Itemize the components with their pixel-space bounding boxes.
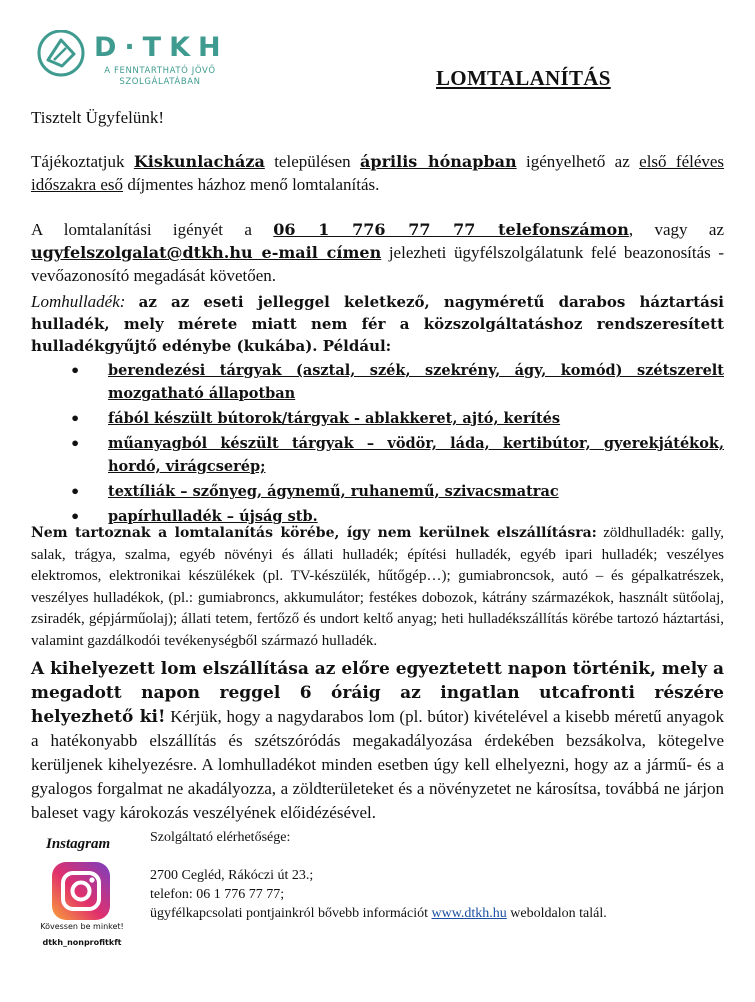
contact-phone: telefon: 06 1 776 77 77;	[150, 887, 285, 902]
logo-tagline: A FENNTARTHATÓ JÖVŐ SZOLGÁLATÁBAN	[104, 66, 216, 87]
website-link[interactable]: www.dtkh.hu	[431, 906, 507, 921]
contact-info: ügyfélkapcsolati pontjainkról bővebb információt www.dtkh.hu weboldalon talál.	[150, 906, 607, 921]
instagram-follow-text: Kövessen be minket!	[40, 922, 124, 931]
list-item: • fából készült bútorok/tárgyak - ablakkeret, ajtó, kerítés	[70, 409, 561, 428]
list-item: • textíliák – szőnyeg, ágynemű, ruhanemű, szivacsmatrac	[70, 482, 559, 501]
instagram-icon[interactable]	[52, 862, 110, 920]
list-item: • papírhulladék – újság stb.	[70, 507, 318, 526]
example-list	[70, 359, 724, 530]
instagram-label: Instagram	[46, 836, 111, 852]
contact-heading: Szolgáltató elérhetősége:	[150, 830, 291, 845]
greeting: Tisztelt Ügyfelünk!	[31, 108, 165, 127]
request-paragraph: A lomtalanítási igényét a 06 1 776 77 77 telefonszámon, vagy az ugyfelszolgalat@dtkh.hu e-mail címen jelezheti ügyfélszolgálatunk felé beazonosítás - vevőazonosító megadását követően.	[31, 220, 725, 285]
intro-paragraph: Tájékoztatjuk Kiskunlacháza településen április hónapban igényelhető az első féléves időszakra eső díjmentes házhoz menő lomtalanítás.	[31, 152, 725, 194]
email-address: ugyfelszolgalat@dtkh.hu e-mail címen	[31, 243, 382, 262]
exclusions-paragraph: Nem tartoznak a lomtalanítás körébe, így nem kerülnek elszállításra: zöldhulladék: gally, salak, trágya, szalma, egyéb növényi és állati hulladék; építési hulladék, egyéb ipari hulladék; veszélyes elektromos, elektronikai készülékek (pl. TV-készülék, hűtőgép…); gumiabroncsok, autó – és gépalkatrészek, veszélyes hulladékok, (pl.: gumiabroncs, akkumulátor; festékes dobozok, kátrány származékok, használt sütőolaj, zsiradék, gépjárműolaj); állati tetem, fertőző és undort keltő anyag; heti hulladékszállítás körébe tartozó háztartási, valamint gazdálkodói tevékenységből származó hulladék.	[31, 525, 725, 649]
list-item: • berendezési tárgyak (asztal, szék, szekrény, ágy, komód) szétszerelt mozgatható állapotban	[70, 361, 724, 402]
phone-number: 06 1 776 77 77 telefonszámon	[273, 220, 629, 239]
list-item: • műanyagból készült tárgyak – vödör, láda, kertibútor, gyerekjátékok, hordó, virágcserép;	[70, 434, 724, 475]
logo-brand: D·TKH	[94, 32, 229, 63]
definition-paragraph: Lomhulladék: az az eseti jelleggel keletkező, nagyméretű darabos háztartási hulladék, mely mérete miatt nem fér a közszolgáltatáshoz rendszeresített hulladékgyűjtő edénybe (kukába). Például:	[31, 292, 725, 355]
document-title: LOMTALANÍTÁS	[436, 66, 611, 90]
instagram-handle: dtkh_nonprofitkft	[42, 938, 122, 947]
contact-address: 2700 Cegléd, Rákóczi út 23.;	[150, 868, 314, 883]
placement-paragraph: A kihelyezett lom elszállítása az előre egyeztetett napon történik, mely a megadott napon reggel 6 óráig az ingatlan utcafronti részére helyezhető ki! Kérjük, hogy a nagydarabos lom (pl. bútor) kivételével a kisebb méretű anyagok a hatékonyabb elszállítás és szétszóródás megakadályozása érdekében bezsákolva, kötegelve kerüljenek kihelyezésre. A lomhulladékot minden esetben úgy kell elhelyezni, hogy az a jármű- és a gyalogos forgalmat ne akadályozza, a zöldterületeket és a növényzetet ne károsítsa, továbbá ne járjon baleset vagy károkozás veszélyének előidézésével.	[31, 659, 724, 822]
